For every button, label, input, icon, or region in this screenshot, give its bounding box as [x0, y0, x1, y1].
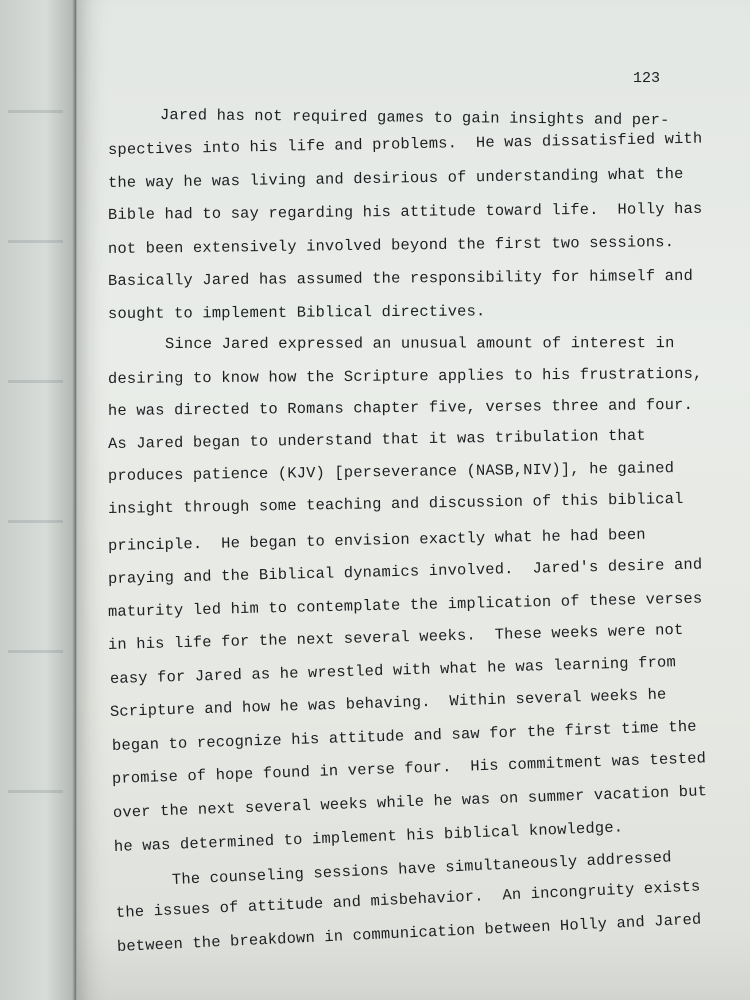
text-line: he was determined to implement his biblical knowledge.	[113, 818, 624, 856]
text-line: Scripture and how he was behaving. Within several weeks he	[109, 685, 667, 721]
text-line: the issues of attitude and misbehavior. An incongruity exists	[115, 877, 701, 922]
text-line: easy for Jared as he wrestled with what he was learning from	[109, 653, 677, 688]
page-number: 123	[633, 70, 661, 87]
text-line: insight through some teaching and discussion of this biblical	[107, 489, 684, 518]
text-line: promise of hope found in verse four. His commitment was tested	[111, 749, 707, 788]
text-line: principle. He began to envision exactly what he had been	[107, 525, 646, 555]
facing-page-ghost-line	[8, 650, 63, 653]
facing-page-ghost-line	[8, 790, 63, 793]
text-line: began to recognize his attitude and saw for the first time the	[111, 717, 698, 755]
text-line: over the next several weeks while he was on summer vacation but	[112, 782, 708, 822]
text-line: in his life for the next several weeks. These weeks were not	[107, 620, 684, 654]
text-line: the way he was living and desirious of understanding what the	[107, 164, 684, 192]
text-line: praying and the Biblical dynamics involved. Jared's desire and	[107, 555, 703, 588]
page-shadow	[77, 930, 750, 1000]
text-line: maturity led him to contemplate the implication of these verses	[107, 589, 703, 621]
text-line: Basically Jared has assumed the responsibility for himself and	[107, 266, 694, 290]
text-line: The counseling sessions have simultaneously addressed	[171, 848, 673, 889]
text-line: Since Jared expressed an unusual amount of interest in	[164, 334, 675, 353]
text-line: desiring to know how the Scripture applies to his frustrations,	[107, 364, 703, 388]
text-line: Jared has not required games to gain insights and per-	[159, 106, 670, 130]
text-line: he was directed to Romans chapter five, verses three and four.	[107, 395, 694, 420]
text-line: sought to implement Biblical directives.	[107, 302, 486, 323]
text-line: not been extensively involved beyond the first two sessions.	[107, 233, 675, 258]
text-line: As Jared began to understand that it was tribulation that	[107, 426, 646, 453]
text-line: produces patience (KJV) [perseverance (NASB,NIV)], he gained	[107, 459, 675, 485]
text-line: spectives into his life and problems. He was dissatisfied with	[107, 129, 703, 159]
text-line: Bible had to say regarding his attitude toward life. Holly has	[107, 199, 703, 224]
